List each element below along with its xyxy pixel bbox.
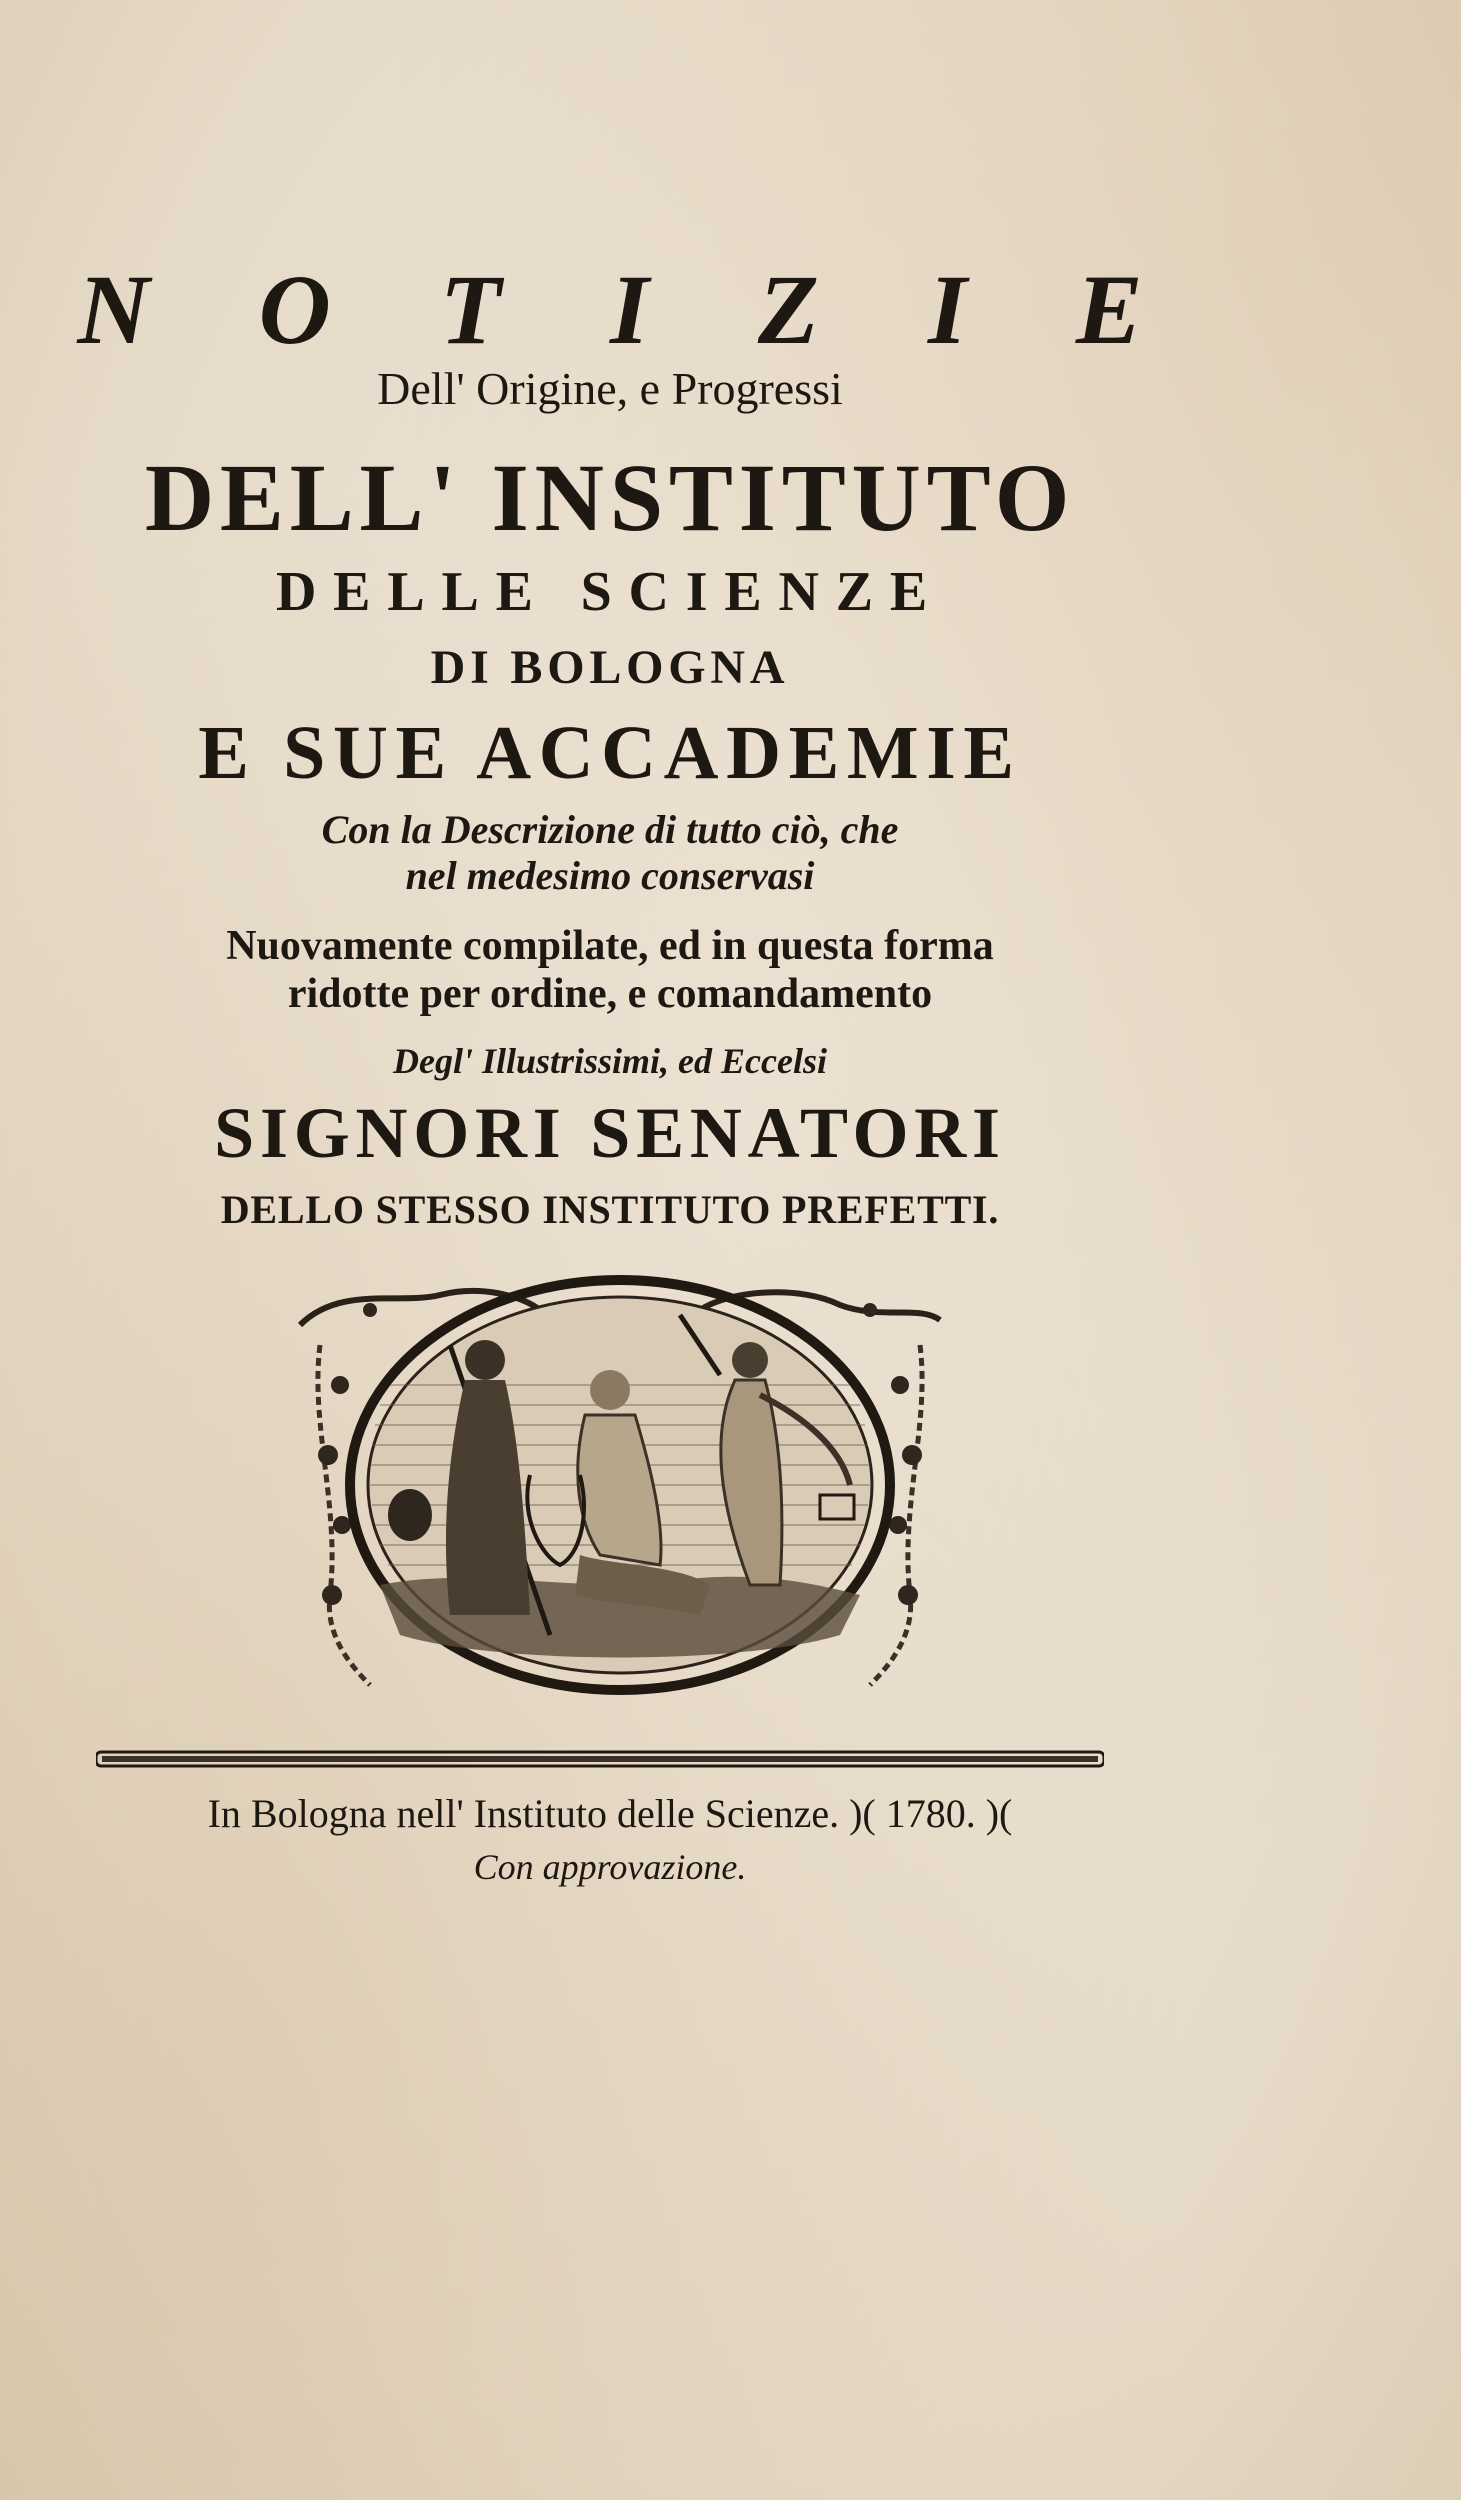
- line-accademie: E SUE ACCADEMIE: [198, 711, 1022, 795]
- subtitle-origin: Dell' Origine, e Progressi: [377, 363, 843, 414]
- imprint-line: In Bologna nell' Instituto delle Scienze. )( 1780. )(: [207, 1791, 1013, 1836]
- engraved-vignette-image: [280, 1265, 960, 1705]
- dedication-line: Degl' Illustrissimi, ed Eccelsi: [392, 1041, 827, 1081]
- title-notizie: N O T I Z I E: [77, 254, 1185, 365]
- compiled-line-2: ridotte per ordine, e comandamento: [287, 971, 933, 1017]
- approval-line: Con approvazione.: [473, 1847, 747, 1887]
- compiled-line-1: Nuovamente compilate, ed in questa forma: [226, 923, 994, 969]
- main-title: DELL' INSTITUTO: [144, 444, 1076, 551]
- description-line-1: Con la Descrizione di tutto ciò, che: [321, 807, 899, 852]
- line-bologna: DI BOLOGNA: [430, 641, 790, 694]
- line-scienze: DELLE SCIENZE: [275, 561, 945, 623]
- prefects-line: DELLO STESSO INSTITUTO PREFETTI.: [220, 1187, 1000, 1232]
- horizontal-rule-divider: [96, 1746, 1104, 1772]
- description-line-2: nel medesimo conservasi: [405, 853, 815, 898]
- senators-line: SIGNORI SENATORI: [214, 1093, 1006, 1173]
